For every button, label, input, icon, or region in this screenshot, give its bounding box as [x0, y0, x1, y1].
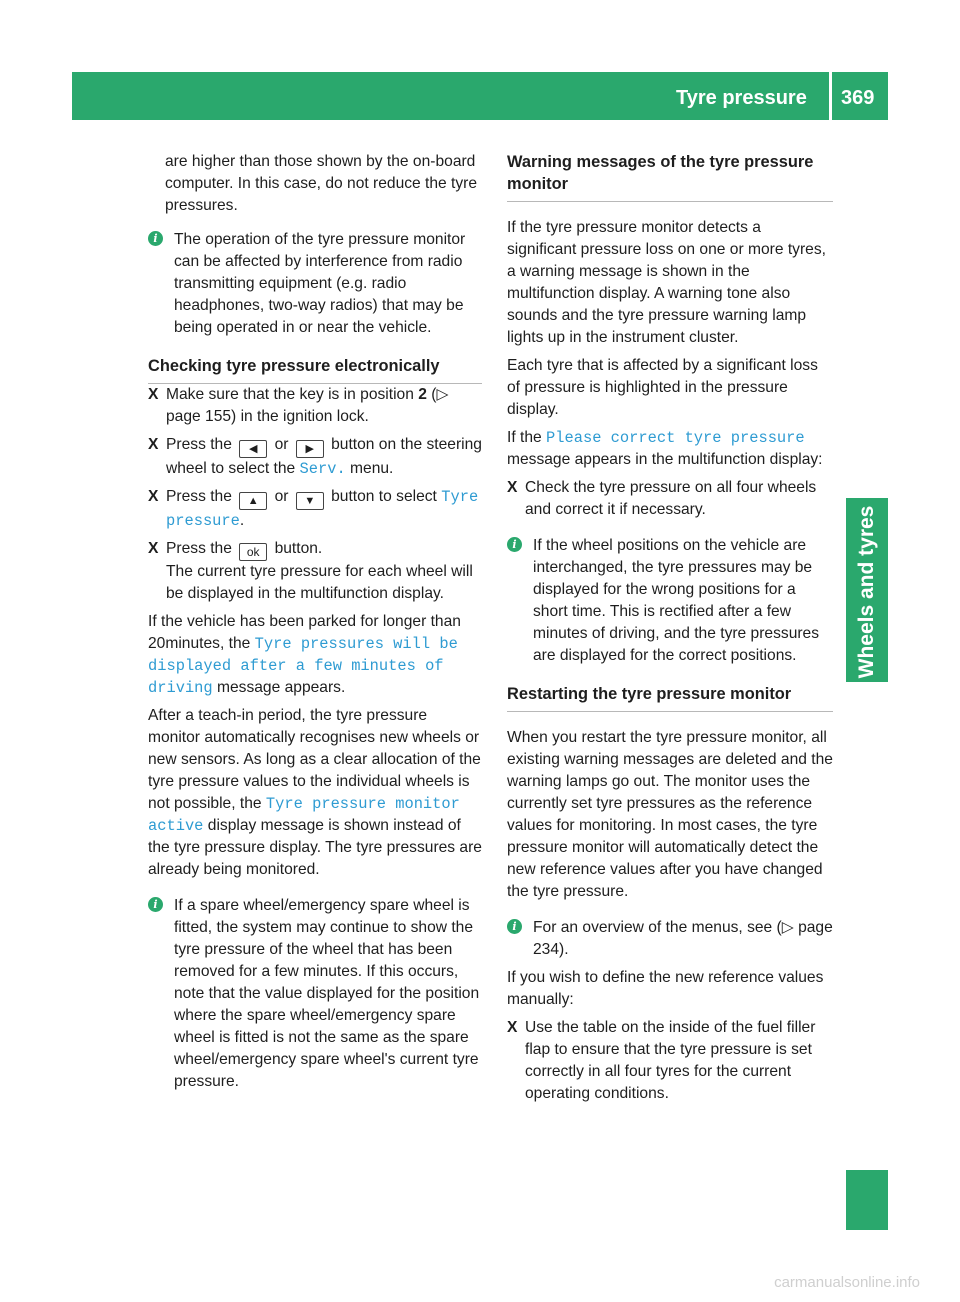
- step-marker-icon: X: [148, 540, 159, 557]
- ok-button-icon: ok: [239, 543, 267, 561]
- step-item: X Make sure that the key is in position 2 (▷ page 155) in the ignition lock.: [148, 386, 449, 425]
- display-message: Tyre pressure monitor active: [148, 795, 460, 835]
- left-arrow-button-icon: ◀: [239, 440, 267, 458]
- step-item: X Check the tyre pressure on all four wheels and correct it if necessary.: [507, 479, 817, 518]
- watermark: carmanualsonline.info: [774, 1274, 920, 1291]
- info-icon: i: [507, 919, 522, 934]
- step-marker-icon: X: [148, 386, 159, 403]
- paragraph: After a teach-in period, the tyre pressure monitor automatically recognises new wheels or new sensors. As long as a clear allocation of the tyre pressure values to the individual wheels is not possible, the Tyre pressure monitor active display message is shown instead of the tyre pressure display. The tyre pressures are already being monitored.: [148, 707, 482, 878]
- step-marker-icon: X: [507, 1019, 518, 1036]
- info-icon: i: [148, 897, 163, 912]
- paragraph: When you restart the tyre pressure monitor, all existing warning messages are deleted and the warning lamps go out. The monitor uses the currently set tyre pressures as the reference values for monitoring. In most cases, the tyre pressure monitor will automatically detect the new reference values after you have changed the tyre pressure.: [507, 729, 833, 900]
- up-arrow-button-icon: ▲: [239, 492, 267, 510]
- note-text: If the wheel positions on the vehicle are interchanged, the tyre pressures may be displayed for the wrong positions for a short time. This is rectified after a few minutes of driving, and the tyre pressures are displayed for the correct positions.: [533, 537, 820, 664]
- info-note: [148, 229, 482, 339]
- info-note: [507, 917, 833, 961]
- key-position: 2: [418, 386, 427, 403]
- note-text: The operation of the tyre pressure monitor can be affected by interference from radio transmitting equipment (e.g. radio headphones, two-way radios) that may be being operated in or near the vehicle.: [174, 231, 466, 336]
- paragraph: If the vehicle has been parked for longer than 20minutes, the Tyre pressures will be displayed after a few minutes of driving message appears.: [148, 613, 461, 697]
- display-message: Tyre pressures will be displayed after a few minutes of driving: [148, 635, 458, 697]
- menu-name: Serv.: [299, 460, 346, 478]
- menu-item-name: Tyre pressure: [166, 488, 479, 530]
- step-marker-icon: X: [507, 479, 518, 496]
- paragraph: If the tyre pressure monitor detects a significant pressure loss on one or more tyres, a warning message is shown in the multifunction display. A warning tone also sounds and the tyre pressure warning lamp lights up in the instrument cluster.: [507, 219, 826, 346]
- left-column: [148, 151, 482, 1107]
- section-heading: Checking tyre pressure electronically: [148, 355, 482, 384]
- header-divider: [829, 72, 832, 120]
- section-heading: Restarting the tyre pressure monitor: [507, 683, 833, 712]
- step-marker-icon: X: [148, 436, 159, 453]
- thumb-index-block: [846, 1170, 888, 1230]
- paragraph: Each tyre that is affected by a significant loss of pressure is highlighted in the pressure display.: [507, 357, 818, 418]
- page-title: Tyre pressure: [676, 87, 807, 109]
- paragraph: If you wish to define the new reference values manually:: [507, 969, 824, 1008]
- step-marker-icon: X: [148, 488, 159, 505]
- info-icon: i: [148, 231, 163, 246]
- section-heading: Warning messages of the tyre pressure monitor: [507, 151, 833, 202]
- info-note: [507, 535, 833, 667]
- section-label: Wheels and tyres: [855, 505, 878, 679]
- right-column: [507, 151, 833, 1111]
- info-note: [148, 895, 482, 1093]
- step-item: X Use the table on the inside of the fuel filler flap to ensure that the tyre pressure is set correctly in all four tyres for the current operating conditions.: [507, 1019, 816, 1102]
- step-item: X Press the ◀ or ▶ button on the steering wheel to select the Serv. menu.: [148, 436, 482, 478]
- info-icon: i: [507, 537, 522, 552]
- page-number: 369: [841, 87, 875, 109]
- note-text: For an overview of the menus, see (▷ page 234).: [533, 919, 833, 958]
- step-item: X Press the ok button. The current tyre pressure for each wheel will be displayed in the multifunction display.: [148, 540, 473, 602]
- note-text: If a spare wheel/emergency spare wheel is fitted, the system may continue to show the tyre pressure of the wheel that has been removed for a few minutes. If this occurs, note that the value displayed for the position where the spare wheel/emergency spare wheel is fitted is not the same as the spare wheel/emergency spare wheel's current tyre pressure.: [174, 897, 480, 1090]
- display-message: Please correct tyre pressure: [546, 429, 805, 447]
- right-arrow-button-icon: ▶: [296, 440, 324, 458]
- down-arrow-button-icon: ▼: [296, 492, 324, 510]
- paragraph: If the Please correct tyre pressure message appears in the multifunction display:: [507, 429, 823, 468]
- intro-paragraph: are higher than those shown by the on-board computer. In this case, do not reduce the tyre pressures.: [165, 153, 478, 214]
- step-item: X Press the ▲ or ▼ button to select Tyre pressure.: [148, 488, 479, 530]
- step-result: The current tyre pressure for each wheel will be displayed in the multifunction display.: [166, 563, 473, 602]
